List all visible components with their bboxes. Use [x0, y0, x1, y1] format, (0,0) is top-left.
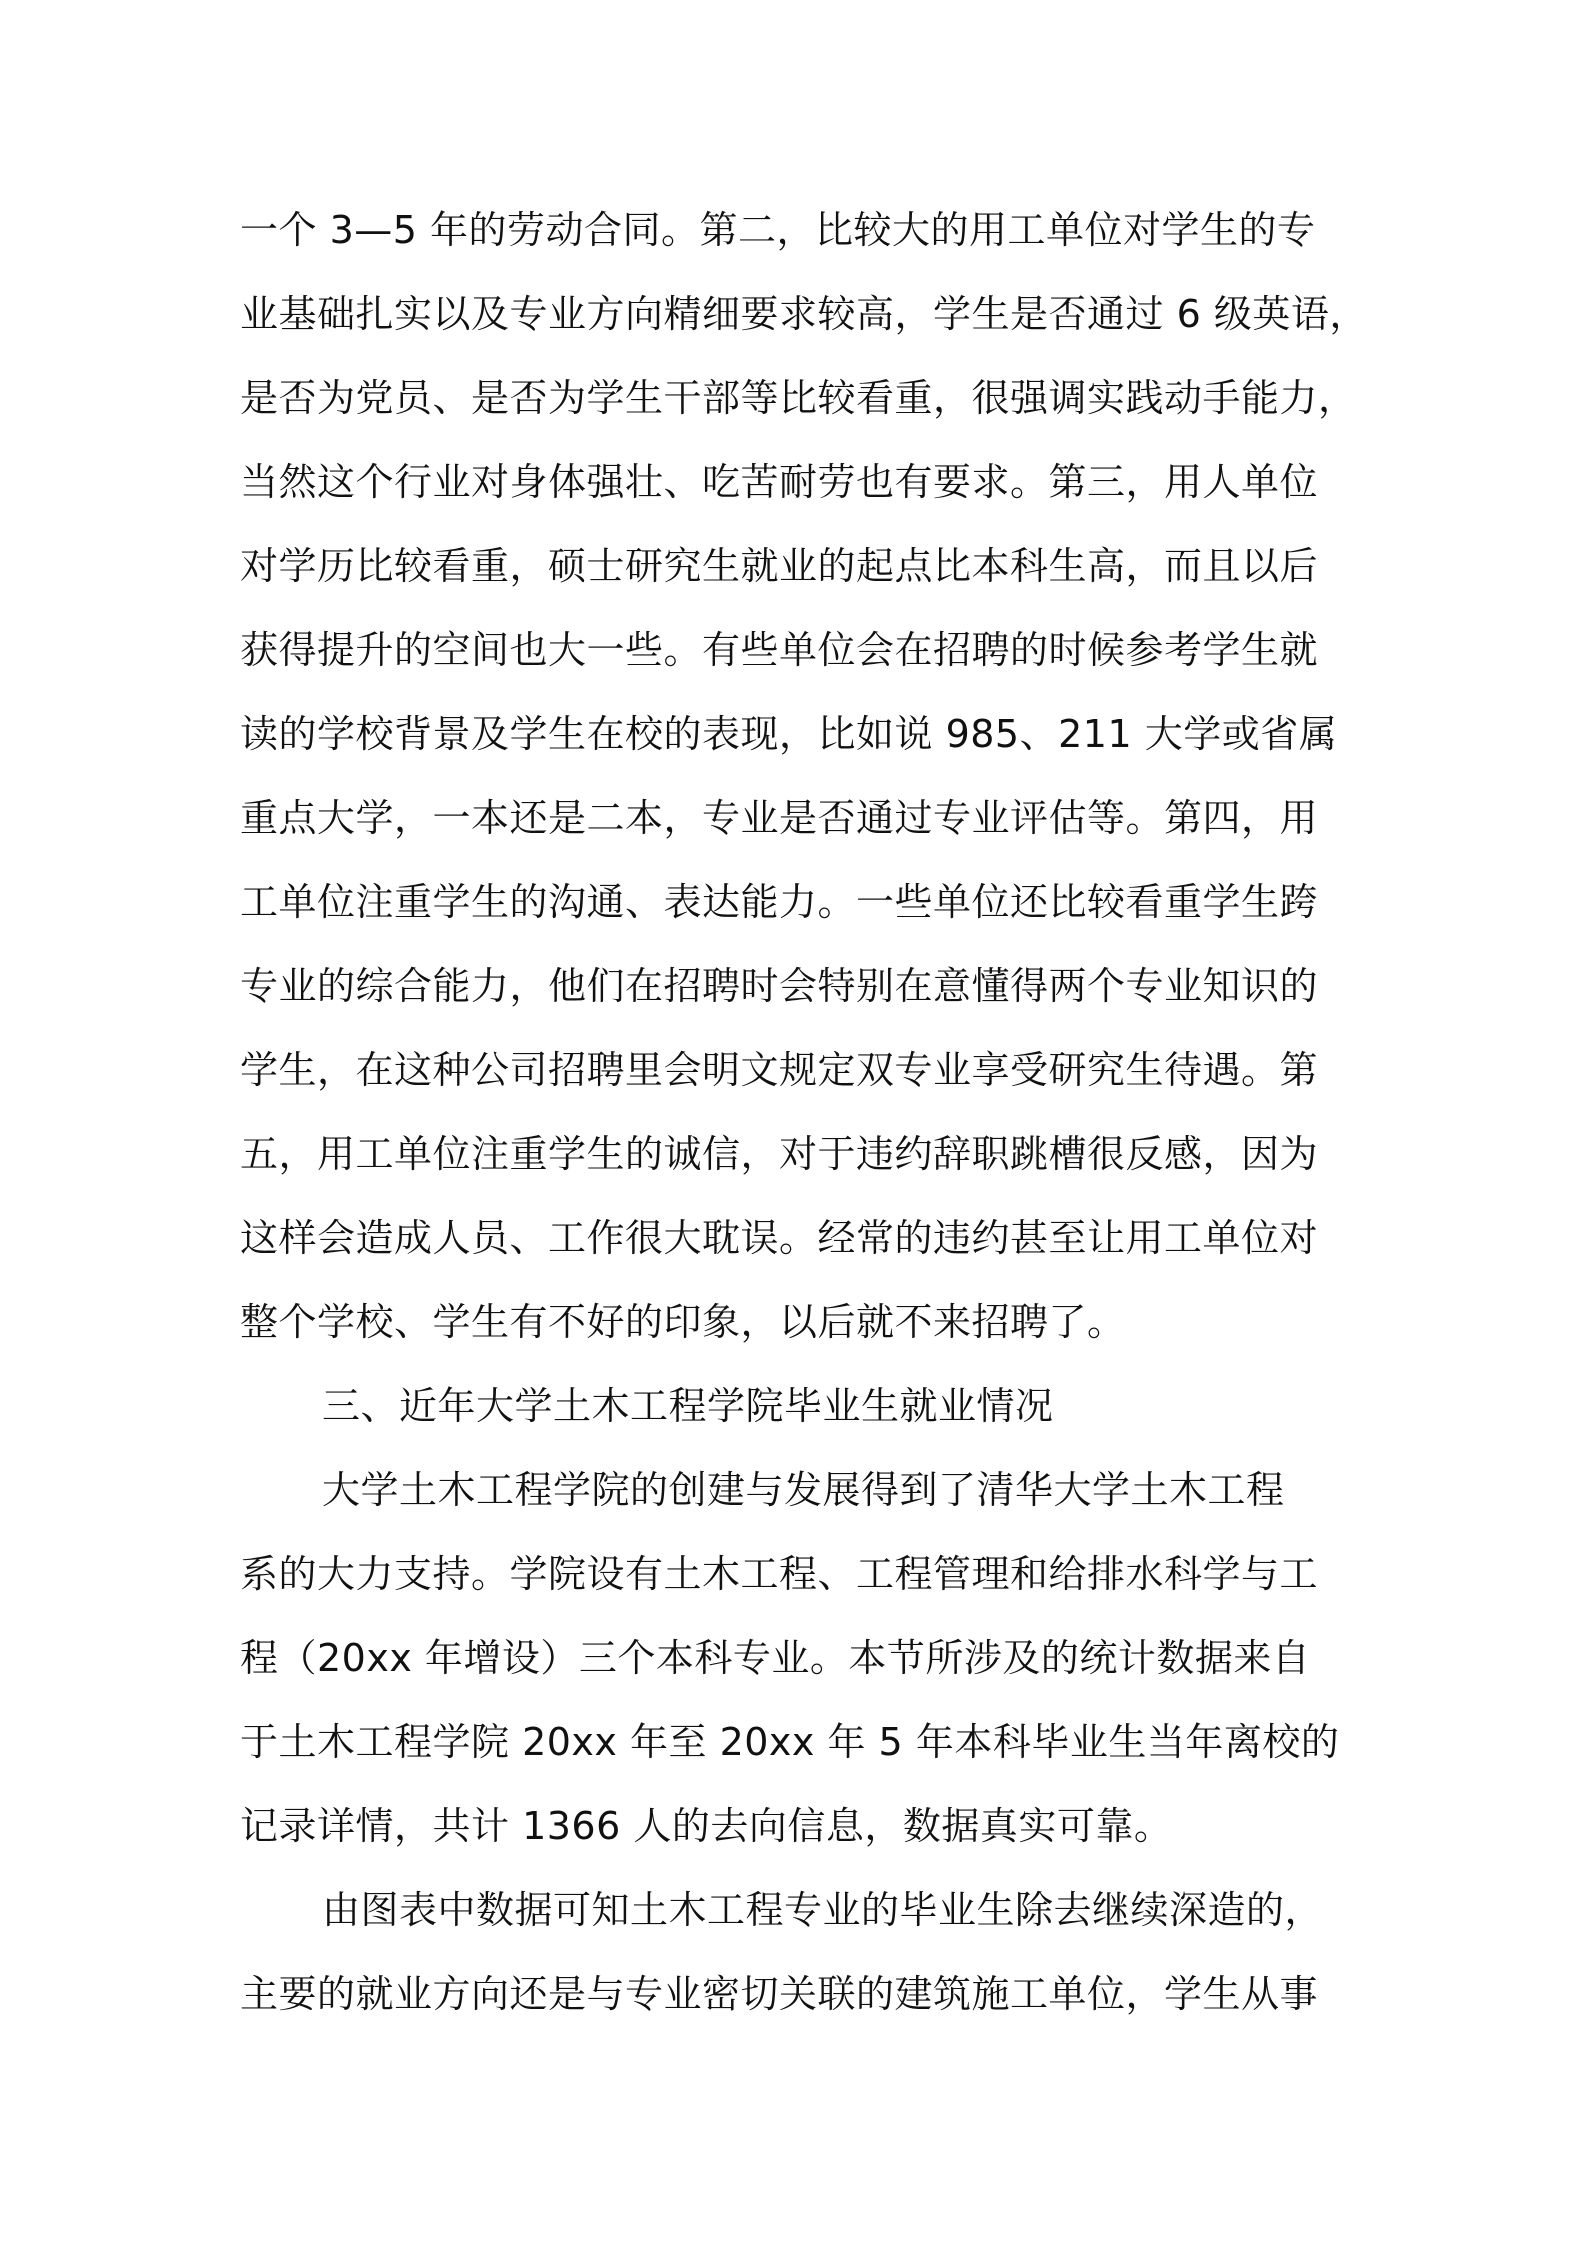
text-line: 获得提升的空间也大一些。有些单位会在招聘的时候参考学生就	[240, 628, 1319, 672]
text-line: 学生，在这种公司招聘里会明文规定双专业享受研究生待遇。第	[240, 1048, 1319, 1092]
text-line: 整个学校、学生有不好的印象，以后就不来招聘了。	[240, 1300, 1126, 1344]
text-line: 记录详情，共计 1366 人的去向信息，数据真实可靠。	[240, 1804, 1173, 1848]
text-line: 专业的综合能力，他们在招聘时会特别在意懂得两个专业知识的	[240, 964, 1319, 1008]
text-line: 是否为党员、是否为学生干部等比较看重，很强调实践动手能力，	[240, 376, 1357, 420]
text-line: 主要的就业方向还是与专业密切关联的建筑施工单位，学生从事	[240, 1972, 1319, 2016]
text-line: 当然这个行业对身体强壮、吃苦耐劳也有要求。第三，用人单位	[240, 460, 1319, 504]
text-line: 这样会造成人员、工作很大耽误。经常的违约甚至让用工单位对	[240, 1216, 1319, 1260]
text-line: 于土木工程学院 20xx 年至 20xx 年 5 年本科毕业生当年离校的	[240, 1720, 1340, 1764]
text-line: 五，用工单位注重学生的诚信，对于违约辞职跳槽很反感，因为	[240, 1132, 1319, 1176]
text-line: 一个 3—5 年的劳动合同。第二，比较大的用工单位对学生的专	[240, 208, 1316, 252]
text-line: 程（20xx 年增设）三个本科专业。本节所涉及的统计数据来自	[240, 1636, 1311, 1680]
text-line: 重点大学，一本还是二本，专业是否通过专业评估等。第四，用	[240, 796, 1319, 840]
section-heading: 三、近年大学土木工程学院毕业生就业情况	[322, 1384, 1054, 1428]
text-line: 工单位注重学生的沟通、表达能力。一些单位还比较看重学生跨	[240, 880, 1319, 924]
paragraph-first-line: 由图表中数据可知土木工程专业的毕业生除去继续深造的，	[322, 1888, 1324, 1932]
text-line: 读的学校背景及学生在校的表现，比如说 985、211 大学或省属	[240, 712, 1338, 756]
paragraph-first-line: 大学土木工程学院的创建与发展得到了清华大学土木工程	[322, 1468, 1285, 1512]
text-line: 对学历比较看重，硕士研究生就业的起点比本科生高，而且以后	[240, 544, 1319, 588]
text-line: 业基础扎实以及专业方向精细要求较高，学生是否通过 6 级英语，	[240, 292, 1368, 336]
text-line: 系的大力支持。学院设有土木工程、工程管理和给排水科学与工	[240, 1552, 1319, 1596]
